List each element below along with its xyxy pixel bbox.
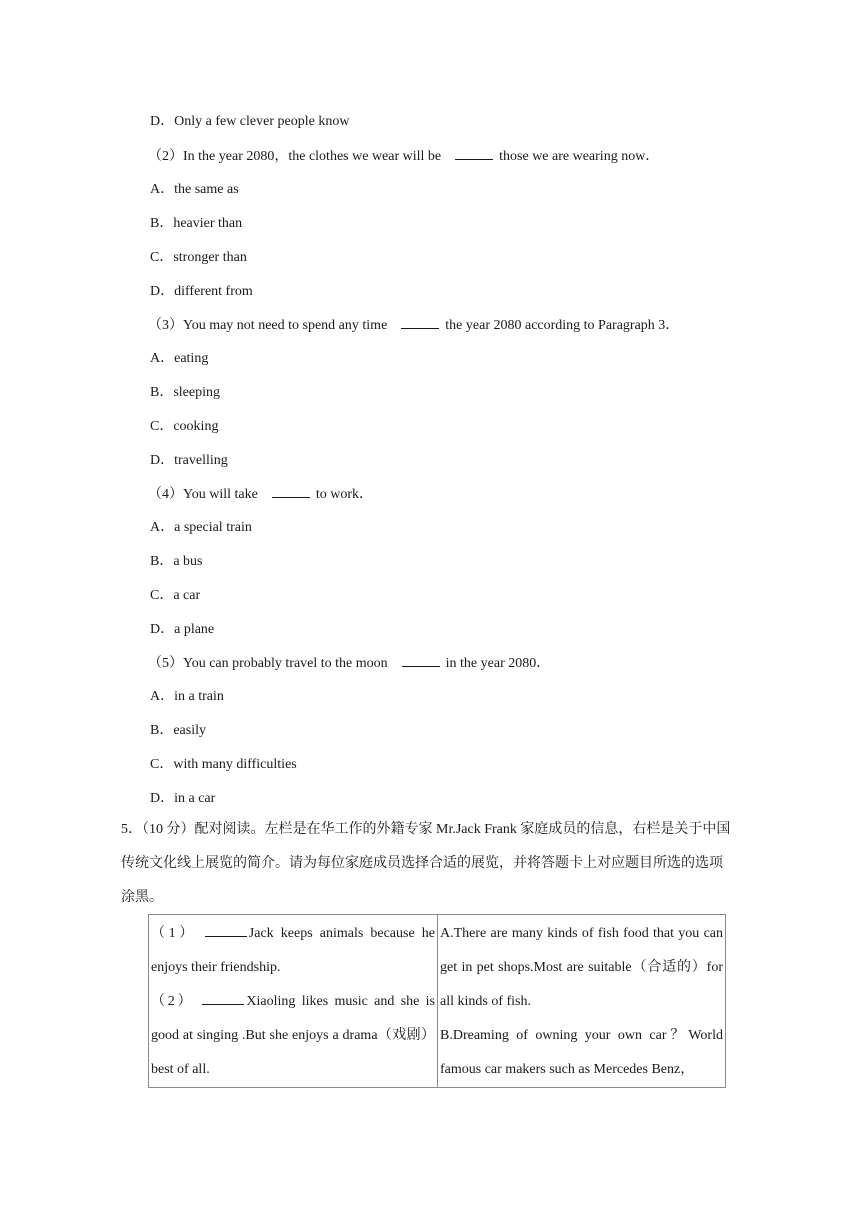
family-info-column bbox=[149, 915, 438, 1088]
exhibition-column bbox=[438, 915, 726, 1088]
question-2 bbox=[148, 147, 659, 166]
q2-option-a: A．the same as bbox=[150, 182, 239, 197]
answer-blank bbox=[205, 924, 247, 937]
item-number: （2） bbox=[151, 994, 195, 1009]
question-2-stem: （2）In the year 2080，the clothes we wear will be bbox=[148, 149, 442, 164]
q2-option-c: C．stronger than bbox=[150, 250, 247, 265]
q4-option-a: A．a special train bbox=[150, 520, 252, 535]
question-2-stem-end: those we are wearing now． bbox=[499, 149, 660, 164]
q5-option-c: C．with many difficulties bbox=[150, 757, 297, 772]
q4-option-d: D．a plane bbox=[150, 622, 215, 637]
q4-option-c: C．a car bbox=[150, 588, 201, 603]
question-3-stem: （3）You may not need to spend any time bbox=[148, 318, 388, 333]
q3-option-d: D．travelling bbox=[150, 453, 228, 468]
exhibition-option-b: B.Dreaming of owning your own car？World famous car makers such as Mercedes Benz， bbox=[440, 1028, 723, 1077]
q2-option-d: D．different from bbox=[150, 284, 253, 299]
q3-option-b: B．sleeping bbox=[150, 385, 220, 400]
question-4 bbox=[148, 485, 373, 504]
answer-blank bbox=[402, 654, 440, 667]
item-number: （1） bbox=[151, 926, 197, 941]
question-3 bbox=[148, 316, 679, 335]
answer-blank bbox=[455, 147, 493, 160]
item-text: Jack keeps animals because he enjoys their friendship. bbox=[151, 926, 435, 975]
question-3-stem-end: the year 2080 according to Paragraph 3． bbox=[445, 318, 680, 333]
answer-blank bbox=[401, 316, 439, 329]
question-4-stem-end: to work． bbox=[315, 487, 373, 502]
q3-option-a: A．eating bbox=[150, 351, 209, 366]
q5-option-a: A．in a train bbox=[150, 689, 224, 704]
question-5-stem-end: in the year 2080． bbox=[445, 656, 551, 671]
question-4-stem: （4）You will take bbox=[148, 487, 258, 502]
q1-option-d: D．Only a few clever people know bbox=[150, 114, 350, 129]
exhibition-option-a: A.There are many kinds of fish food that you can get in pet shops.Most are suitable（合适的）for all kinds of fish. bbox=[440, 926, 723, 1009]
q2-option-b: B．heavier than bbox=[150, 216, 243, 231]
table-row bbox=[149, 915, 726, 1088]
q4-option-b: B．a bus bbox=[150, 554, 203, 569]
q3-option-c: C．cooking bbox=[150, 419, 219, 434]
question-5 bbox=[148, 654, 550, 673]
family-item-1 bbox=[151, 917, 435, 985]
item-text: Xiaoling likes music and she is good at singing .But she enjoys a drama（戏剧）best of all. bbox=[151, 994, 435, 1077]
family-item-2 bbox=[151, 985, 435, 1087]
question-5-stem: （5）You can probably travel to the moon bbox=[148, 656, 388, 671]
matching-table bbox=[148, 914, 726, 1088]
answer-blank bbox=[272, 485, 310, 498]
answer-blank bbox=[202, 992, 244, 1005]
q5-option-d: D．in a car bbox=[150, 791, 216, 806]
section-5-instructions: 5．（10 分）配对阅读。左栏是在华工作的外籍专家 Mr.Jack Frank 家庭成员的信息，右栏是关于中国传统文化线上展览的简介。请为每位家庭成员选择合适的展览，并将答题卡上对应题目所选的选项涂黑。 bbox=[121, 822, 731, 905]
q5-option-b: B．easily bbox=[150, 723, 206, 738]
